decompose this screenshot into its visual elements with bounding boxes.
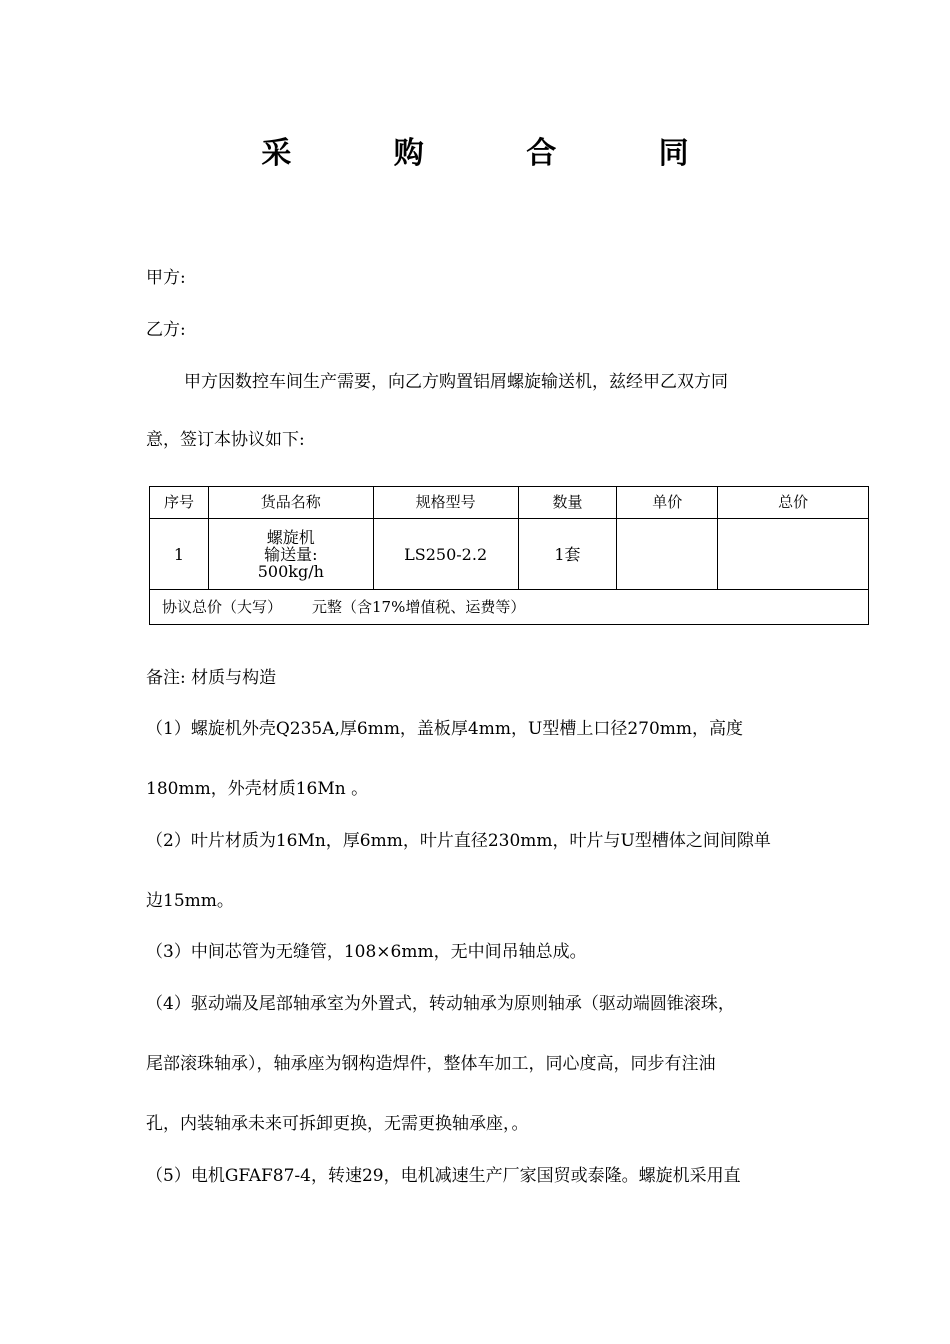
- header-unit-price: 单价: [617, 487, 718, 519]
- cell-total-price: [718, 519, 869, 590]
- cell-index: 1: [150, 519, 209, 590]
- header-item-name: 货品名称: [208, 487, 373, 519]
- table-row: [150, 519, 869, 590]
- header-quantity: 数量: [518, 487, 617, 519]
- item-name-line-1: 螺旋机: [266, 527, 315, 547]
- cell-spec: LS250-2.2: [373, 519, 518, 590]
- note-line-2: 180mm，外壳材质16Mn 。: [146, 779, 369, 799]
- note-line-6: （4）驱动端及尾部轴承室为外置式，转动轴承为原则轴承（驱动端圆锥滚珠，: [146, 994, 735, 1014]
- cell-total-amount: [150, 590, 869, 625]
- cell-quantity: 1套: [518, 519, 617, 590]
- page-title: 采 购 合 同: [261, 136, 735, 171]
- intro-paragraph-line-2: 意，签订本协议如下:: [146, 430, 305, 450]
- note-line-9: （5）电机GFAF87-4，转速29，电机减速生产厂家国贸或泰隆。螺旋机采用直: [146, 1166, 741, 1186]
- note-line-8: 孔，内装轴承未来可拆卸更换，无需更换轴承座，。: [146, 1114, 529, 1134]
- header-total-price: 总价: [718, 487, 869, 519]
- note-line-4: 边15mm。: [146, 891, 234, 911]
- party-b-label: 乙方:: [146, 320, 186, 340]
- item-name-line-2: 输送量:: [264, 544, 318, 564]
- item-name-line-3: 500kg/h: [257, 561, 324, 581]
- header-index: 序号: [150, 487, 209, 519]
- table-header-row: [150, 487, 869, 519]
- note-line-1: （1）螺旋机外壳Q235A,厚6mm，盖板厚4mm，U型槽上口径270mm，高度: [146, 719, 744, 739]
- summary-text: 元整（含17%增值税、运费等）: [312, 597, 526, 616]
- note-line-3: （2）叶片材质为16Mn，厚6mm，叶片直径230mm，叶片与U型槽体之间间隙单: [146, 831, 771, 851]
- cell-item-name: [208, 519, 373, 590]
- party-a-label: 甲方:: [146, 268, 186, 288]
- note-line-5: （3）中间芯管为无缝管，108×6mm，无中间吊轴总成。: [146, 942, 587, 962]
- header-spec: 规格型号: [373, 487, 518, 519]
- notes-heading: 备注: 材质与构造: [146, 668, 277, 688]
- cell-unit-price: [617, 519, 718, 590]
- intro-paragraph-line-1: 甲方因数控车间生产需要，向乙方购置铝屑螺旋输送机，兹经甲乙双方同: [184, 372, 728, 392]
- goods-table: [149, 486, 869, 625]
- note-line-7: 尾部滚珠轴承），轴承座为钢构造焊件，整体车加工，同心度高，同步有注油: [146, 1054, 716, 1074]
- summary-label: 协议总价（大写）: [162, 597, 283, 616]
- table-summary-row: [150, 590, 869, 625]
